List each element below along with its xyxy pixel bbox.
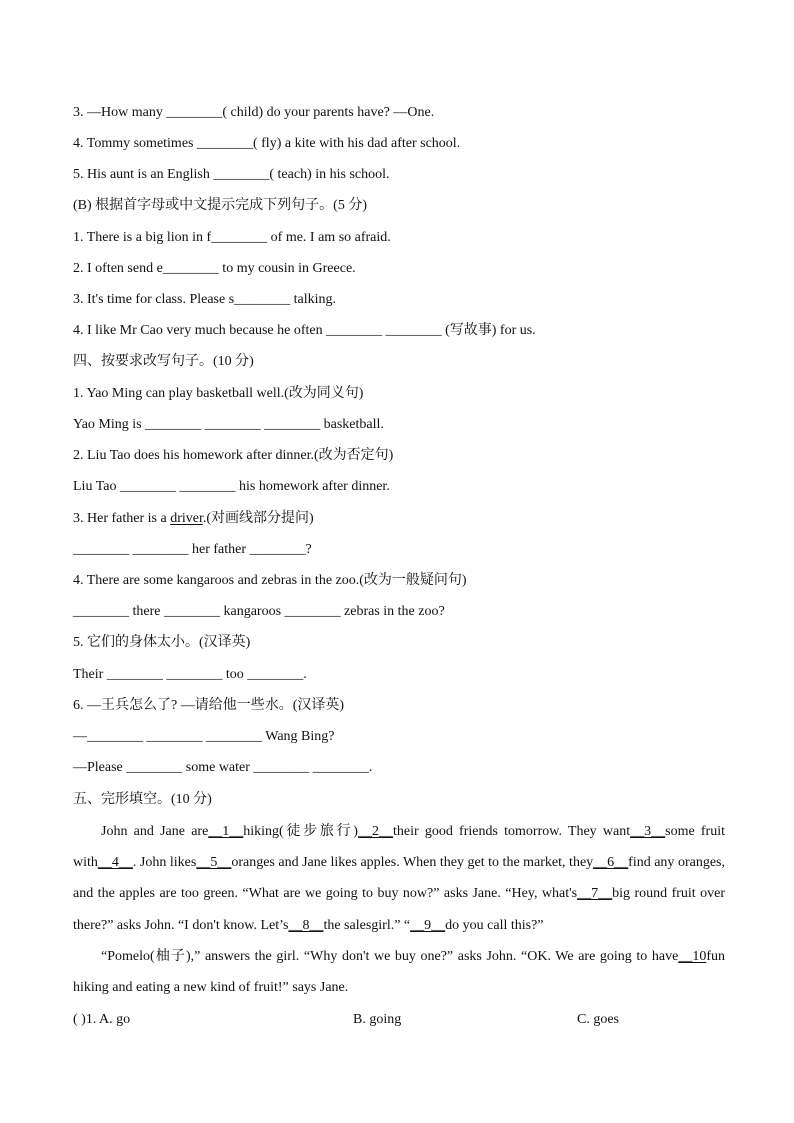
section-5-heading: 五、完形填空。(10 分)	[73, 792, 212, 807]
question-1-option-b: B. going	[353, 1012, 402, 1027]
cloze-blank-3: __3__	[630, 824, 666, 839]
rewrite-item-3	[73, 510, 733, 528]
cloze-blank-6: __6__	[593, 855, 629, 871]
section-b-item-2: 2. I often send e________ to my cousin in Greece.	[73, 261, 356, 276]
rewrite-answer-3: ________ ________ her father ________?	[73, 542, 312, 557]
rewrite-item-5: 5. 它们的身体太小。(汉译英)	[73, 635, 251, 650]
rewrite-item-1: 1. Yao Ming can play basketball well.(改为同义句)	[73, 386, 364, 401]
rewrite-answer-4: ________ there ________ kangaroos ________ zebras in the zoo?	[73, 604, 445, 619]
rewrite-item-6: 6. —王兵怎么了? —请给他一些水。(汉译英)	[73, 698, 345, 713]
cloze-blank-5: __5__	[196, 855, 232, 871]
section-b-item-4: 4. I like Mr Cao very much because he often ________ ________ (写故事) for us.	[73, 323, 536, 338]
rewrite-answer-6a: —________ ________ ________ Wang Bing?	[73, 729, 335, 744]
cloze-blank-10: __10	[678, 949, 707, 964]
section-b-item-3: 3. It's time for class. Please s________ talking.	[73, 292, 337, 307]
rewrite-item-4: 4. There are some kangaroos and zebras in the zoo.(改为一般疑问句)	[73, 573, 467, 588]
cloze-blank-8: __8__	[288, 917, 324, 933]
fill-blank-5: 5. His aunt is an English ________( teach) in his school.	[73, 167, 390, 182]
cloze-blank-7: __7__	[577, 886, 613, 902]
rewrite-answer-5: Their ________ ________ too ________.	[73, 667, 307, 682]
section-b-item-1: 1. There is a big lion in f________ of me. I am so afraid.	[73, 230, 391, 245]
cloze-paragraph-1: John and Jane are__1__hiking(徒步旅行)__2__their good friends tomorrow. They want__3__some fruit with__4__. John likes__5__oranges and Jane likes apples. When they get to the market, they__6__find any oranges, and the apples are too green. “What are we going to buy now?” asks Jane. “Hey, what's__7__big round fruit over there?” asks John. “I don't know. Let’s__8__the salesgirl.” “__9__do you call this?”	[73, 824, 726, 933]
cloze-blank-4: __4__	[97, 855, 133, 871]
question-1-option-c: C. goes	[577, 1012, 619, 1027]
rewrite-answer-6b: —Please ________ some water ________ ________.	[73, 760, 373, 775]
section-4-heading: 四、按要求改写句子。(10 分)	[73, 354, 254, 369]
rewrite-answer-2: Liu Tao ________ ________ his homework after dinner.	[73, 479, 390, 494]
cloze-blank-1: __1__	[208, 824, 244, 839]
cloze-paragraph-2: “Pomelo(柚子),” answers the girl. “Why don't we buy one?” asks John. “OK. We are going to have__10fun hiking and eating a new kind of fruit!” says Jane.	[73, 949, 725, 996]
rewrite-item-2: 2. Liu Tao does his homework after dinner.(改为否定句)	[73, 448, 394, 463]
section-b-heading: (B) 根据首字母或中文提示完成下列句子。(5 分)	[73, 198, 367, 213]
fill-blank-4: 4. Tommy sometimes ________( fly) a kite with his dad after school.	[73, 136, 461, 151]
rewrite-answer-1: Yao Ming is ________ ________ ________ basketball.	[73, 417, 384, 432]
underlined-word: driver	[170, 511, 203, 526]
fill-blank-3: 3. —How many ________( child) do your parents have? —One.	[73, 105, 435, 120]
rewrite-item-3-pre: 3. Her father is a	[73, 511, 171, 526]
cloze-blank-9: __9__	[410, 917, 446, 933]
rewrite-item-3-post: .(对画线部分提问)	[202, 511, 314, 526]
question-1-option-a: ( )1. A. go	[73, 1012, 131, 1027]
cloze-blank-2: __2__	[357, 824, 393, 839]
